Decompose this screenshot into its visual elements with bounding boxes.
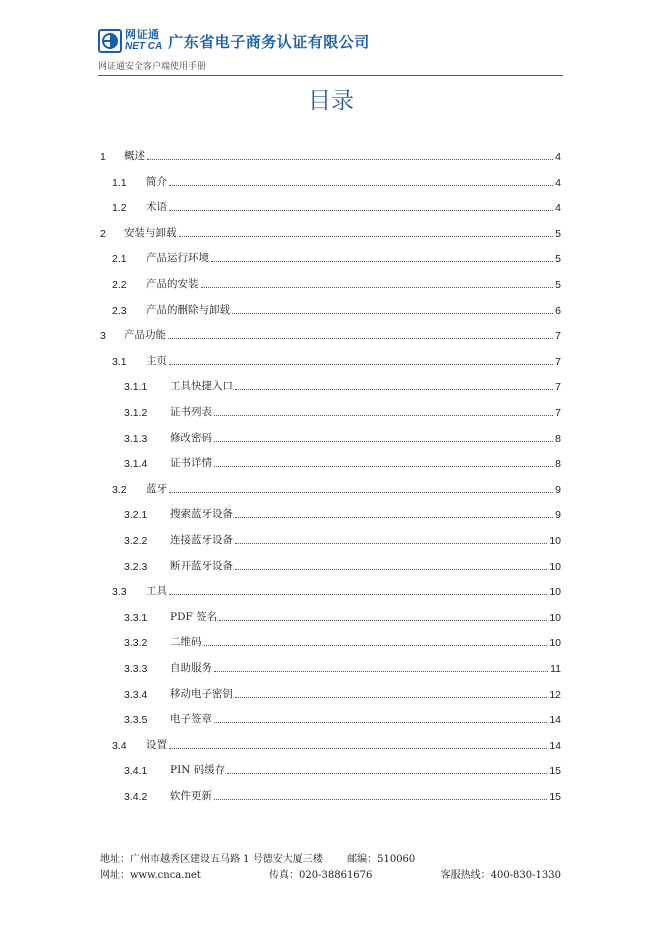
toc-entry-number: 1.2 xyxy=(112,202,127,215)
footer-postcode: 邮编：510060 xyxy=(347,854,416,865)
toc-entry-number: 3.3.1 xyxy=(124,611,148,624)
toc-dot-leader xyxy=(214,440,553,442)
logo-en: NET CA xyxy=(125,41,163,52)
toc-entry-page: 14 xyxy=(549,739,561,752)
logo-row xyxy=(98,26,563,56)
toc-entry[interactable] xyxy=(100,685,561,701)
toc-entry-page: 10 xyxy=(549,611,561,624)
toc-entry-number: 1 xyxy=(100,151,106,163)
toc-entry-page: 10 xyxy=(549,637,561,650)
toc-entry-label: 简介 xyxy=(146,175,167,188)
toc-entry-page: 6 xyxy=(555,304,561,317)
toc-dot-leader xyxy=(169,209,553,211)
toc-entry-number: 3.3.3 xyxy=(124,663,148,675)
toc-entry-number: 2 xyxy=(100,227,106,240)
footer-fax: 传真：020-38861676 xyxy=(269,870,373,881)
footer-website[interactable]: 网址：www.cnca.net xyxy=(100,870,201,881)
toc-entry[interactable] xyxy=(100,301,561,317)
toc-entry-page: 7 xyxy=(555,330,561,343)
toc-entry[interactable] xyxy=(100,173,561,189)
logo-cn: 网证通 xyxy=(125,29,160,41)
toc-entry-number: 3.4 xyxy=(112,739,127,752)
toc-dot-leader xyxy=(204,644,548,646)
toc-entry[interactable] xyxy=(100,710,561,726)
toc-dot-leader xyxy=(235,568,547,570)
toc-entry-number: 3.3.2 xyxy=(124,637,148,650)
footer-line-1 xyxy=(100,850,561,865)
toc-entry-label: 工具 xyxy=(146,585,167,598)
toc-entry[interactable] xyxy=(100,198,561,214)
toc-dot-leader xyxy=(169,593,547,595)
toc-entry-number: 3.1.4 xyxy=(124,458,148,471)
toc-entry[interactable] xyxy=(100,659,561,675)
toc-entry-number: 3.3.4 xyxy=(124,688,148,701)
toc-dot-leader xyxy=(169,747,547,749)
toc-dot-leader xyxy=(214,721,547,723)
toc-dot-leader xyxy=(219,619,547,621)
toc-entry-label: 产品的安装 xyxy=(146,278,199,290)
toc-entry-label: 证书列表 xyxy=(170,406,212,418)
toc-entry-page: 7 xyxy=(555,381,561,394)
toc-dot-leader xyxy=(235,388,553,390)
toc-dot-leader xyxy=(169,184,553,186)
toc-dot-leader xyxy=(169,491,553,493)
toc-entry[interactable] xyxy=(100,147,561,163)
toc-dot-leader xyxy=(235,516,553,518)
toc-entry-page: 8 xyxy=(555,432,561,445)
toc-entry-label: 蓝牙 xyxy=(146,482,167,495)
toc-entry-page: 9 xyxy=(555,483,561,496)
toc-entry-number: 3.1 xyxy=(112,355,127,368)
toc-entry-page: 10 xyxy=(549,535,561,547)
toc-entry[interactable] xyxy=(100,454,561,470)
company-name: 广东省电子商务认证有限公司 xyxy=(168,32,370,51)
toc-entry-label: PIN 码缓存 xyxy=(170,764,226,777)
toc-entry-label: 安装与卸载 xyxy=(124,226,177,239)
toc-dot-leader xyxy=(214,465,553,467)
toc-entry[interactable] xyxy=(100,736,561,752)
toc-entry-number: 3.4.1 xyxy=(124,765,148,778)
toc-entry-number: 2.2 xyxy=(112,279,127,291)
toc-dot-leader xyxy=(169,363,553,365)
toc-entry-label: 电子签章 xyxy=(170,713,212,726)
page-header xyxy=(98,26,563,76)
toc-entry-label: 产品运行环境 xyxy=(146,252,209,265)
toc-entry-page: 10 xyxy=(549,586,561,599)
toc-entry-page: 5 xyxy=(555,253,561,266)
toc-entry-number: 3.3 xyxy=(112,586,127,599)
toc-dot-leader xyxy=(214,798,547,800)
toc-entry-page: 12 xyxy=(549,688,561,701)
toc-dot-leader xyxy=(168,337,553,339)
page-title: 目录 xyxy=(308,88,354,114)
toc-dot-leader xyxy=(147,158,553,160)
toc-entry-label: 断开蓝牙设备 xyxy=(170,559,233,572)
toc-entry[interactable] xyxy=(100,224,561,240)
toc-entry-page: 9 xyxy=(555,509,561,522)
toc-entry-number: 1.1 xyxy=(112,176,127,189)
toc-entry-label: 搜索蓝牙设备 xyxy=(170,508,233,521)
toc-entry[interactable] xyxy=(100,326,561,342)
toc-entry-number: 3.1.3 xyxy=(124,432,148,445)
toc-entry[interactable] xyxy=(100,761,561,777)
toc-entry-label: 自助服务 xyxy=(170,662,212,674)
toc-entry-label: 概述 xyxy=(124,150,145,162)
toc-entry-label: 证书详情 xyxy=(170,457,212,470)
toc-entry[interactable] xyxy=(100,557,561,573)
toc-entry-label: 产品功能 xyxy=(124,329,166,342)
toc-entry[interactable] xyxy=(100,582,561,598)
toc-entry-page: 15 xyxy=(549,791,561,803)
toc-entry[interactable] xyxy=(100,352,561,368)
toc-entry-page: 8 xyxy=(555,458,561,471)
toc-entry-page: 7 xyxy=(555,355,561,368)
toc-entry-number: 3.2 xyxy=(112,483,127,496)
toc-entry-page: 4 xyxy=(555,151,561,163)
toc-entry[interactable] xyxy=(100,403,561,419)
toc-entry[interactable] xyxy=(100,480,561,496)
logo-text xyxy=(125,29,162,53)
toc-entry-label: 主页 xyxy=(146,354,167,367)
toc-entry[interactable] xyxy=(100,787,561,803)
toc-dot-leader xyxy=(235,542,547,544)
toc-entry-label: 软件更新 xyxy=(170,790,212,802)
toc-entry-number: 3 xyxy=(100,330,106,343)
toc-entry-number: 3.4.2 xyxy=(124,791,148,803)
toc-dot-leader xyxy=(227,772,547,774)
toc-entry-number: 2.1 xyxy=(112,253,127,266)
toc-entry[interactable] xyxy=(100,531,561,547)
toc-entry[interactable] xyxy=(100,377,561,393)
toc-entry-page: 15 xyxy=(549,765,561,778)
toc-entry-number: 3.2.2 xyxy=(124,535,148,547)
netca-logo-icon xyxy=(98,29,122,53)
toc-entry[interactable] xyxy=(100,505,561,521)
toc-dot-leader xyxy=(201,286,554,288)
toc-dot-leader xyxy=(214,414,553,416)
toc-entry-number: 3.2.3 xyxy=(124,560,148,573)
toc-entry-page: 5 xyxy=(555,227,561,240)
toc-entry-label: PDF 签名 xyxy=(170,610,218,623)
toc-entry-page: 5 xyxy=(555,279,561,291)
toc-entry-page: 7 xyxy=(555,407,561,419)
toc-entry[interactable] xyxy=(100,429,561,445)
footer-hotline: 客服热线：400-830-1330 xyxy=(440,870,561,881)
toc-entry[interactable] xyxy=(100,275,561,291)
manual-title: 网证通安全客户端使用手册 xyxy=(98,59,563,76)
toc-entry-page: 4 xyxy=(555,176,561,189)
toc-entry-label: 术语 xyxy=(146,201,167,214)
toc-entry-page: 14 xyxy=(549,714,561,727)
toc-entry-number: 3.1.1 xyxy=(124,381,148,394)
footer-address: 地址：广州市越秀区建设五马路 1 号德安大厦三楼 xyxy=(100,854,323,865)
toc-entry-label: 产品的删除与卸载 xyxy=(146,303,230,316)
toc-entry-number: 3.1.2 xyxy=(124,407,148,419)
toc-dot-leader xyxy=(235,696,547,698)
toc-entry-number: 2.3 xyxy=(112,304,127,317)
toc-dot-leader xyxy=(179,235,554,237)
toc-entry-label: 移动电子密钥 xyxy=(170,687,233,700)
toc-dot-leader xyxy=(232,312,553,314)
toc-entry-number: 3.2.1 xyxy=(124,509,148,522)
toc-entry-label: 修改密码 xyxy=(170,431,212,444)
toc-entry-page: 11 xyxy=(550,663,561,675)
toc-entry-number: 3.3.5 xyxy=(124,714,148,727)
toc-entry-page: 10 xyxy=(549,560,561,573)
footer-line-2 xyxy=(100,866,561,881)
toc-entry-page: 4 xyxy=(555,202,561,215)
toc-entry-label: 设置 xyxy=(146,738,167,751)
toc-entry-label: 工具快捷入口 xyxy=(170,380,233,393)
toc-entry[interactable] xyxy=(100,249,561,265)
toc-entry[interactable] xyxy=(100,633,561,649)
toc-entry-label: 连接蓝牙设备 xyxy=(170,534,233,546)
toc-entry[interactable] xyxy=(100,608,561,624)
toc-entry-label: 二维码 xyxy=(170,636,202,649)
toc-dot-leader xyxy=(211,260,553,262)
toc-dot-leader xyxy=(214,670,548,672)
